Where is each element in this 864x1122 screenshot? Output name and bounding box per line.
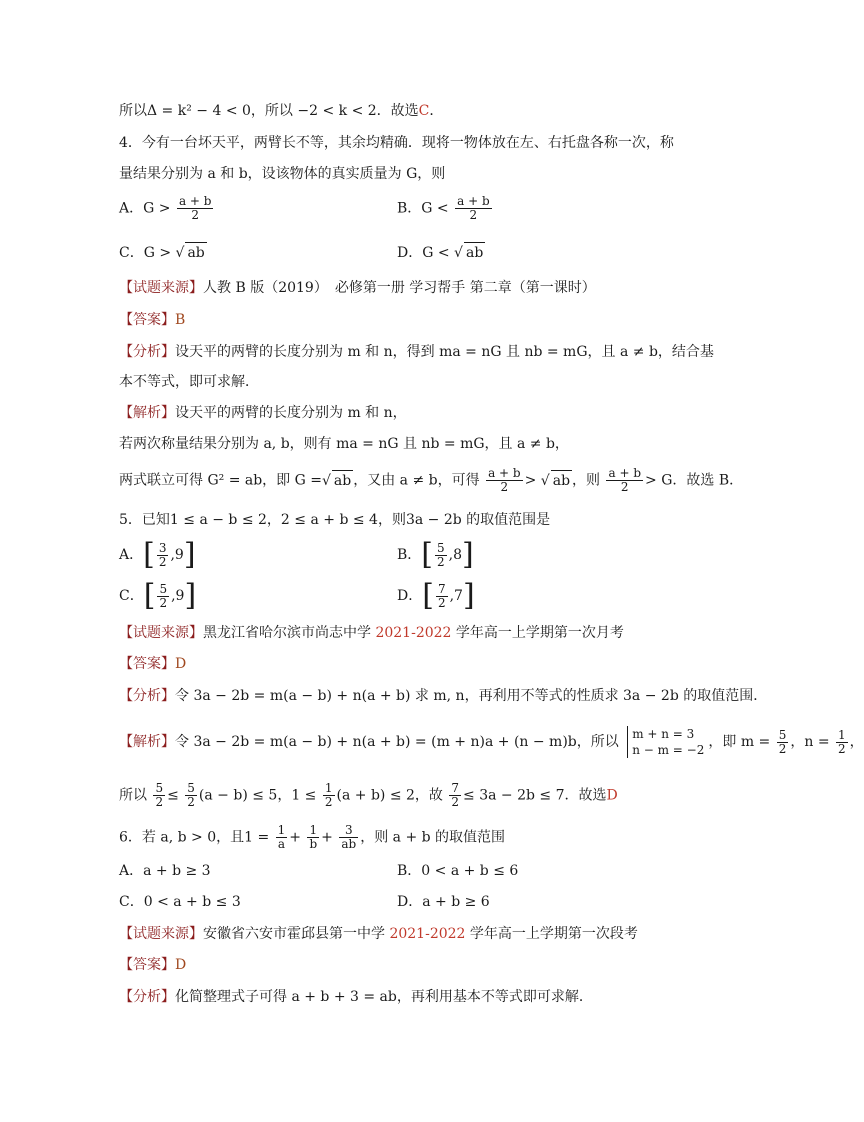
q4-solution-line3: 两式联立可得 G² = ab，即 G =√ ab ，又由 a ≠ b，可得 $\frac{a + b}{2}$ > √ ab ，则 $\frac{a + b}{2}$ > G．故选 B． <box>119 466 744 494</box>
q4-stem-line1: 4．今有一台坏天平，两臂长不等，其余均精确．现将一物体放在左、右托盘各称一次，称 <box>119 135 674 151</box>
fraction: $\frac{a + b}{2}$ <box>178 194 212 222</box>
q5-option-c: C．[ $\frac{5}{2}$ ,9] <box>119 578 197 613</box>
q4-solution-line1: 【解析】设天平的两臂的长度分别为 m 和 n， <box>119 405 407 421</box>
prev-solution-line: 所以Δ = k² − 4 < 0，所以 −2 < k < 2．故选C． <box>119 103 444 119</box>
prev-answer: C <box>418 103 430 119</box>
q4-stem-line2: 量结果分别为 a 和 b，设该物体的真实质量为 G，则 <box>119 166 446 182</box>
equation-system: m + n = 3 n − m = −2 <box>627 726 704 758</box>
q5-option-a: A．[ $\frac{3}{2}$ ,9] <box>119 537 196 572</box>
q6-answer: 【答案】D <box>119 957 187 973</box>
q4-answer: 【答案】B <box>119 312 186 328</box>
q6-source: 【试题来源】安徽省六安市霍邱县第一中学 2021-2022 学年高一上学期第一次段考 <box>119 926 638 942</box>
q4-option-a: A．G > $\frac{a + b}{2}$ <box>119 194 212 222</box>
q4-option-d: D．G < √ ab <box>397 242 485 263</box>
q4-solution-line2: 若两次称量结果分别为 a, b，则有 ma = nG 且 nb = mG，且 a ≠ b， <box>119 436 569 452</box>
q6-option-b: B．0 < a + b ≤ 6 <box>397 863 519 879</box>
q5-solution-line1: 【解析】令 3a − 2b = m(a − b) + n(a + b) = (m + n)a + (n − m)b，所以 m + n = 3 n − m = −2 ，即 m = $\frac{5}{2}$ ，n = $\frac{1}{2}$ ， <box>119 727 864 757</box>
q5-analysis: 【分析】令 3a − 2b = m(a − b) + n(a + b) 求 m, n，再利用不等式的性质求 3a − 2b 的取值范围． <box>119 688 768 704</box>
q4-analysis-line2: 本不等式，即可求解． <box>119 374 259 390</box>
q6-analysis: 【分析】化简整理式子可得 a + b + 3 = ab，再利用基本不等式即可求解． <box>119 989 593 1005</box>
q6-stem: 6．若 a, b > 0，且1 = $\frac{1}{a}$ + $\frac{1}{b}$ + $\frac{3}{ab}$ ，则 a + b 的取值范围 <box>119 823 506 851</box>
q6-option-d: D．a + b ≥ 6 <box>397 894 490 910</box>
q4-analysis-line1: 【分析】设天平的两臂的长度分别为 m 和 n，得到 ma = nG 且 nb = mG，且 a ≠ b，结合基 <box>119 344 714 360</box>
q5-source: 【试题来源】黑龙江省哈尔滨市尚志中学 2021-2022 学年高一上学期第一次月考 <box>119 625 624 641</box>
fraction: $\frac{a + b}{2}$ <box>457 194 490 222</box>
q6-option-a: A．a + b ≥ 3 <box>119 863 211 879</box>
q5-option-d: D．[ $\frac{7}{2}$ ,7] <box>397 578 475 613</box>
q4-option-c: C．G > √ ab <box>119 242 207 263</box>
q6-option-c: C．0 < a + b ≤ 3 <box>119 894 241 910</box>
q5-solution-line2: 所以 $\frac{5}{2}$ ≤ $\frac{5}{2}$ (a − b) ≤ 5，1 ≤ $\frac{1}{2}$ (a + b) ≤ 2，故 $\frac{7}{2}$ ≤ 3a − 2b ≤ 7．故选D <box>119 781 618 809</box>
q5-answer: 【答案】D <box>119 656 187 672</box>
q4-source: 【试题来源】人教 B 版（2019） 必修第一册 学习帮手 第二章（第一课时） <box>119 280 596 296</box>
q4-option-b: B．G < $\frac{a + b}{2}$ <box>397 194 490 222</box>
q5-stem: 5．已知1 ≤ a − b ≤ 2，2 ≤ a + b ≤ 4，则3a − 2b 的取值范围是 <box>119 512 551 528</box>
q5-option-b: B．[ $\frac{5}{2}$ ,8] <box>397 537 474 572</box>
